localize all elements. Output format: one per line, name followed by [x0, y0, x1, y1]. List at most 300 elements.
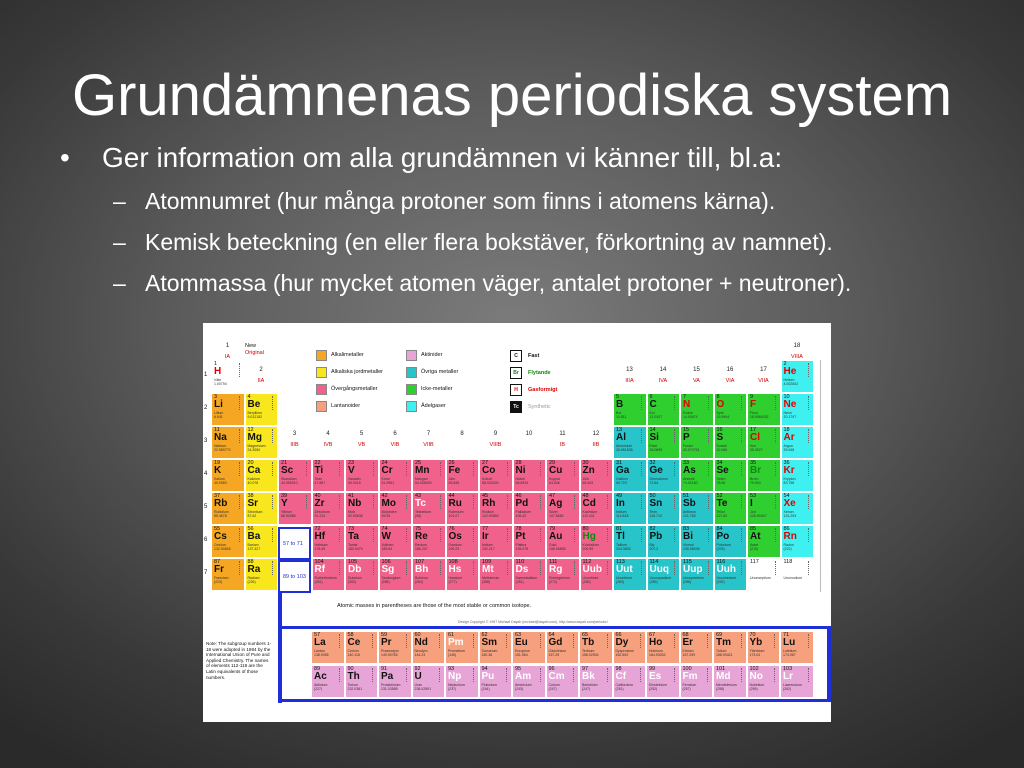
electron-shell-marks — [440, 495, 444, 509]
element-cell — [546, 558, 580, 591]
atomic-number: 19 — [214, 460, 221, 466]
electron-shell-marks — [540, 495, 544, 509]
element-cell — [445, 665, 479, 698]
element-name: Kisel — [649, 444, 658, 448]
element-symbol: Li — [214, 399, 223, 410]
electron-shell-marks — [339, 634, 343, 648]
atomic-mass: 1.00794 — [214, 382, 227, 386]
atomic-mass: 207.2 — [649, 547, 659, 551]
atomic-number: 92 — [414, 666, 421, 672]
atomic-mass: 106.42 — [515, 514, 527, 518]
fblock-connector — [827, 626, 831, 702]
element-cell — [378, 631, 412, 664]
element-cell — [647, 492, 681, 525]
atomic-number: 17 — [750, 427, 757, 433]
element-symbol: Rf — [314, 564, 326, 575]
electron-shell-marks — [540, 668, 544, 682]
element-cell — [512, 631, 546, 664]
electron-shell-marks — [741, 396, 745, 410]
element-name: Brom — [750, 477, 759, 481]
atomic-mass: 162.500 — [615, 653, 629, 657]
element-name: Tellur — [716, 510, 725, 514]
atomic-number: 47 — [549, 493, 556, 499]
element-symbol: He — [783, 366, 797, 377]
element-cell — [345, 665, 379, 698]
element-cell — [647, 558, 681, 591]
element-symbol: Ra — [247, 564, 261, 575]
electron-shell-marks — [239, 528, 243, 542]
electron-shell-marks — [674, 668, 678, 682]
main-bullet-text: Ger information om alla grundämnen vi känner till, bl.a: — [102, 142, 783, 173]
element-cell — [312, 525, 346, 558]
element-name: Bor — [616, 411, 622, 415]
element-symbol: Au — [549, 531, 563, 542]
element-symbol: U — [414, 671, 422, 682]
electron-shell-marks — [406, 634, 410, 648]
atomic-number: 27 — [482, 460, 489, 466]
element-symbol: Cf — [615, 671, 627, 682]
atomic-mass: 200.59 — [582, 547, 594, 551]
atomic-number: 9 — [750, 394, 754, 400]
atomic-mass: (281) — [515, 580, 524, 584]
group-number: 11 — [559, 431, 566, 437]
element-name: Renium — [415, 543, 428, 547]
element-name: Klor — [750, 444, 757, 448]
electron-shell-marks — [373, 561, 377, 575]
atomic-number: 32 — [649, 460, 656, 466]
side-note: Note: The subgroup numbers 1-18 were adopted in 1984 by the International Union of Pure and Applied Chemistry. The names of elements 112-118 are the Latin equivalents of those numbers. — [206, 641, 272, 680]
copyright-note: Design Copyright © 1997 Michael Dayah (michael@dayah.com). http://www.dayah.com/periodic/ — [458, 620, 608, 624]
fblock-connector — [278, 593, 282, 703]
element-name: Ununseptium — [750, 576, 771, 580]
atomic-mass: (247) — [548, 687, 557, 691]
atomic-number: 57 — [314, 632, 321, 638]
element-symbol: Lu — [783, 637, 796, 648]
element-cell — [412, 492, 446, 525]
element-cell — [680, 665, 714, 698]
element-name: Kvicksilver — [582, 543, 600, 547]
electron-shell-marks — [574, 462, 578, 476]
element-cell — [379, 492, 413, 525]
element-symbol: Dy — [615, 637, 629, 648]
element-name: Helium — [783, 378, 795, 382]
atomic-number: 89 — [314, 666, 321, 672]
element-name: Fluor — [750, 411, 758, 415]
atomic-number: 46 — [515, 493, 522, 499]
element-name: Vanadin — [348, 477, 361, 481]
electron-shell-marks — [808, 634, 812, 648]
lanthanide-range-cell — [278, 527, 311, 560]
element-cell — [747, 459, 781, 492]
atomic-number: 111 — [549, 559, 558, 565]
group-number: 10 — [525, 431, 533, 437]
atomic-number: 113 — [616, 559, 625, 565]
element-name: Svavel — [716, 444, 728, 448]
element-symbol: Cm — [548, 671, 565, 682]
atomic-mass: (272) — [549, 580, 558, 584]
electron-shell-marks — [640, 668, 644, 682]
electron-shell-marks — [373, 528, 377, 542]
electron-shell-marks — [674, 462, 678, 476]
element-cell — [211, 492, 245, 525]
element-name: Rutherfordium — [314, 576, 337, 580]
element-name: Aktinium — [314, 683, 328, 687]
element-cell — [479, 558, 513, 591]
atomic-number: 52 — [716, 493, 723, 499]
element-symbol: Uuo — [783, 564, 803, 575]
group-roman: VB — [357, 442, 366, 448]
element-cell — [513, 459, 547, 492]
electron-shell-marks — [775, 462, 779, 476]
atomic-mass: (277) — [448, 580, 457, 584]
atomic-number: 43 — [415, 493, 422, 499]
atomic-number: 103 — [783, 666, 793, 672]
atomic-number: 23 — [348, 460, 355, 466]
atomic-mass: 58.6934 — [515, 481, 529, 485]
element-symbol: Ne — [783, 399, 797, 410]
element-symbol: Ag — [549, 498, 563, 509]
electron-shell-marks — [239, 363, 243, 377]
state-label: Synthetic — [528, 404, 551, 410]
element-symbol: Si — [649, 432, 659, 443]
element-symbol: Np — [448, 671, 462, 682]
element-cell — [647, 393, 681, 426]
element-cell — [345, 525, 379, 558]
atomic-number: 54 — [783, 493, 790, 499]
element-symbol: In — [616, 498, 625, 509]
atomic-number: 33 — [683, 460, 690, 466]
element-name: Einsteinium — [649, 683, 668, 687]
atomic-number: 62 — [481, 632, 488, 638]
atomic-mass: 195.078 — [515, 547, 529, 551]
atomic-mass: 91.224 — [314, 514, 326, 518]
element-name: Polonium — [716, 543, 732, 547]
element-symbol: As — [683, 465, 696, 476]
atomic-mass: 78.96 — [716, 481, 726, 485]
element-symbol: Pb — [649, 531, 663, 542]
element-symbol: Ge — [649, 465, 663, 476]
atomic-number: 65 — [582, 632, 589, 638]
atomic-number: 4 — [247, 394, 251, 400]
element-symbol: I — [750, 498, 753, 509]
atomic-mass: 63.546 — [549, 481, 560, 485]
element-name: Gadolinium — [548, 649, 567, 653]
element-name: Roentgenium — [549, 576, 570, 580]
atomic-number: 76 — [448, 526, 455, 532]
element-cell — [379, 459, 413, 492]
group-number: 7 — [426, 431, 431, 437]
electron-shell-marks — [339, 462, 343, 476]
atomic-mass: 50.9415 — [348, 481, 361, 485]
element-name: Europium — [515, 649, 530, 653]
atomic-number: 68 — [682, 632, 689, 638]
electron-shell-marks — [640, 634, 644, 648]
element-cell — [680, 525, 714, 558]
element-symbol: Os — [448, 531, 462, 542]
element-cell — [680, 558, 714, 591]
electron-shell-marks — [674, 528, 678, 542]
element-cell — [613, 665, 647, 698]
element-symbol: Pr — [381, 637, 392, 648]
electron-shell-marks — [808, 462, 812, 476]
atomic-mass: 140.116 — [347, 653, 360, 657]
element-symbol: Bi — [683, 531, 693, 542]
element-cell — [345, 558, 379, 591]
electron-shell-marks — [607, 462, 611, 476]
atomic-number: 16 — [716, 427, 723, 433]
element-symbol: Sc — [281, 465, 294, 476]
element-cell — [781, 360, 815, 393]
electron-shell-marks — [372, 668, 376, 682]
sub-bullet-marker: – — [113, 229, 126, 255]
electron-shell-marks — [439, 634, 443, 648]
element-name: Mendelevium — [716, 683, 737, 687]
legend-label: Alkaliska jordmetaller — [331, 369, 383, 375]
electron-shell-marks — [674, 634, 678, 648]
element-cell — [412, 558, 446, 591]
element-name: Skandium — [281, 477, 297, 481]
element-symbol: Kr — [783, 465, 795, 476]
group-number: 2 — [259, 367, 263, 373]
element-symbol: Bk — [582, 671, 595, 682]
group-number: 9 — [493, 431, 498, 437]
electron-shell-marks — [641, 528, 645, 542]
element-cell — [245, 459, 279, 492]
fblock-connector — [278, 626, 831, 629]
electron-shell-marks — [574, 528, 578, 542]
atomic-number: 42 — [381, 493, 388, 499]
atomic-mass: 22.989770 — [214, 448, 231, 452]
group-roman: VIIIB — [489, 442, 502, 448]
atomic-mass: 95.94 — [381, 514, 391, 518]
element-symbol: Sb — [683, 498, 696, 509]
element-symbol: V — [348, 465, 355, 476]
atomic-number: 83 — [683, 526, 690, 532]
element-symbol: Uub — [582, 564, 602, 575]
element-cell — [713, 631, 747, 664]
atomic-number: 109 — [482, 559, 492, 565]
atomic-mass: (98) — [415, 514, 422, 518]
element-symbol: O — [716, 399, 725, 410]
electron-shell-marks — [808, 396, 812, 410]
electron-shell-marks — [775, 528, 779, 542]
electron-shell-marks — [440, 561, 444, 575]
legend-swatch — [406, 401, 417, 412]
element-cell — [747, 631, 781, 664]
atomic-number: 20 — [247, 460, 254, 466]
atomic-mass: 158.92534 — [582, 653, 599, 657]
atomic-mass: 232.0381 — [347, 687, 363, 691]
element-name: Rubidium — [214, 510, 229, 514]
element-name: Gallium — [616, 477, 628, 481]
element-name: Neon — [783, 411, 792, 415]
atomic-number: 102 — [749, 666, 759, 672]
element-cell — [714, 558, 748, 591]
element-cell — [211, 459, 245, 492]
element-symbol: La — [314, 637, 326, 648]
element-name: Krom — [381, 477, 390, 481]
element-name: Molybden — [381, 510, 397, 514]
element-name: Terbium — [582, 649, 595, 653]
element-cell — [580, 459, 614, 492]
electron-shell-marks — [506, 634, 510, 648]
element-symbol: Mt — [482, 564, 494, 575]
element-name: Nickel — [515, 477, 526, 481]
element-name: Krypton — [783, 477, 796, 481]
element-symbol: Ca — [247, 465, 261, 476]
atomic-mass: 208.98038 — [683, 547, 700, 551]
state-key: H — [510, 384, 522, 396]
atomic-number: 29 — [549, 460, 556, 466]
atomic-number: 59 — [381, 632, 388, 638]
element-cell — [211, 426, 245, 459]
state-label: Flytande — [528, 370, 551, 376]
atomic-number: 80 — [582, 526, 589, 532]
element-symbol: Cu — [549, 465, 563, 476]
electron-shell-marks — [239, 429, 243, 443]
electron-shell-marks — [708, 462, 712, 476]
atomic-mass: (257) — [682, 687, 691, 691]
legend-swatch — [316, 350, 327, 361]
element-name: Curium — [548, 683, 560, 687]
element-cell — [714, 393, 748, 426]
atomic-number: 107 — [415, 559, 425, 565]
element-cell — [579, 631, 613, 664]
atomic-mass: 127.60 — [716, 514, 728, 518]
electron-shell-marks — [741, 495, 745, 509]
atomic-mass: 174.967 — [783, 653, 796, 657]
element-name: Aluminium — [616, 444, 633, 448]
element-name: Xenon — [783, 510, 794, 514]
element-symbol: Eu — [515, 637, 528, 648]
electron-shell-marks — [406, 462, 410, 476]
element-name: Americium — [515, 683, 532, 687]
element-cell — [714, 459, 748, 492]
group-number: 16 — [726, 367, 734, 373]
slide-title: Grundämnenas periodiska system — [71, 63, 953, 128]
atomic-number: 72 — [314, 526, 321, 532]
element-name: Silver — [549, 510, 558, 514]
atomic-mass: (243) — [515, 687, 524, 691]
element-name: Palladium — [515, 510, 531, 514]
element-symbol: Ce — [347, 637, 361, 648]
element-cell — [245, 393, 279, 426]
new-label: New — [245, 343, 257, 349]
atomic-mass: 79.904 — [750, 481, 761, 485]
element-name: Barium — [247, 543, 259, 547]
element-cell — [546, 492, 580, 525]
legend-label: Övriga metaller — [421, 369, 459, 375]
atomic-number: 3 — [214, 394, 218, 400]
element-cell — [312, 492, 346, 525]
element-symbol: Cl — [750, 432, 760, 443]
element-name: Zink — [582, 477, 590, 481]
element-name: Tulium — [716, 649, 727, 653]
element-cell — [747, 665, 781, 698]
element-name: Arsenik — [683, 477, 695, 481]
group-number: 1 — [225, 343, 230, 349]
element-cell — [479, 492, 513, 525]
group-roman: IIA — [257, 378, 265, 384]
element-symbol: F — [750, 399, 757, 410]
element-cell — [579, 665, 613, 698]
electron-shell-marks — [473, 528, 477, 542]
atomic-mass: 121.760 — [683, 514, 696, 518]
element-symbol: Am — [515, 671, 532, 682]
element-symbol: Tl — [616, 531, 625, 542]
element-cell — [479, 665, 513, 698]
atomic-number: 110 — [515, 559, 525, 565]
atomic-mass: 196.96655 — [549, 547, 566, 551]
legend-swatch — [406, 384, 417, 395]
atomic-mass: 28.0855 — [649, 448, 663, 452]
group-number: 15 — [693, 367, 700, 373]
element-cell — [311, 631, 345, 664]
electron-shell-marks — [373, 495, 377, 509]
element-symbol: Pd — [515, 498, 529, 509]
element-name: Kadmium — [582, 510, 598, 514]
element-name: Lawrencium — [783, 683, 802, 687]
actinide-range-label: 89 to 103 — [283, 574, 306, 580]
atomic-number: 93 — [448, 666, 455, 672]
element-symbol: Zn — [582, 465, 595, 476]
group-roman: VIA — [725, 378, 735, 384]
atomic-mass: 65.409 — [582, 481, 594, 485]
atomic-mass: 58.933200 — [482, 481, 499, 485]
element-name: Neodym — [414, 649, 428, 653]
atomic-number: 22 — [314, 460, 321, 466]
atomic-number: 21 — [281, 460, 288, 466]
sub-bullet-marker: – — [113, 270, 126, 296]
electron-shell-marks — [808, 429, 812, 443]
atomic-mass: 54.938049 — [415, 481, 432, 485]
element-cell — [580, 492, 614, 525]
legend-label: Aktinider — [421, 352, 443, 358]
electron-shell-marks — [607, 528, 611, 542]
atomic-number: 71 — [783, 632, 790, 638]
element-symbol: Be — [247, 399, 261, 410]
electron-shell-marks — [473, 634, 477, 648]
atomic-number: 48 — [582, 493, 589, 499]
electron-shell-marks — [775, 429, 779, 443]
atomic-mass: 131.293 — [783, 514, 797, 518]
electron-shell-marks — [272, 462, 276, 476]
right-scale — [820, 360, 830, 592]
element-symbol: Db — [348, 564, 362, 575]
element-symbol: H — [214, 366, 222, 377]
atomic-mass: 204.3833 — [616, 547, 631, 551]
group-roman: IB — [559, 442, 566, 448]
element-name: Rutenium — [448, 510, 464, 514]
element-name: Bly — [649, 543, 655, 547]
atomic-number: 10 — [783, 394, 790, 400]
group-number: 6 — [393, 431, 397, 437]
element-symbol: Mo — [381, 498, 396, 509]
atomic-mass: (288) — [683, 580, 692, 584]
element-symbol: Sn — [649, 498, 663, 509]
element-symbol: Ba — [247, 531, 261, 542]
element-cell — [781, 558, 815, 591]
element-cell — [680, 492, 714, 525]
element-symbol: Co — [482, 465, 496, 476]
element-symbol: B — [616, 399, 624, 410]
element-cell — [714, 525, 748, 558]
atomic-number: 24 — [381, 460, 388, 466]
atomic-number: 28 — [515, 460, 522, 466]
atomic-mass: 186.207 — [415, 547, 428, 551]
element-cell — [345, 492, 379, 525]
atomic-mass: (266) — [381, 580, 390, 584]
